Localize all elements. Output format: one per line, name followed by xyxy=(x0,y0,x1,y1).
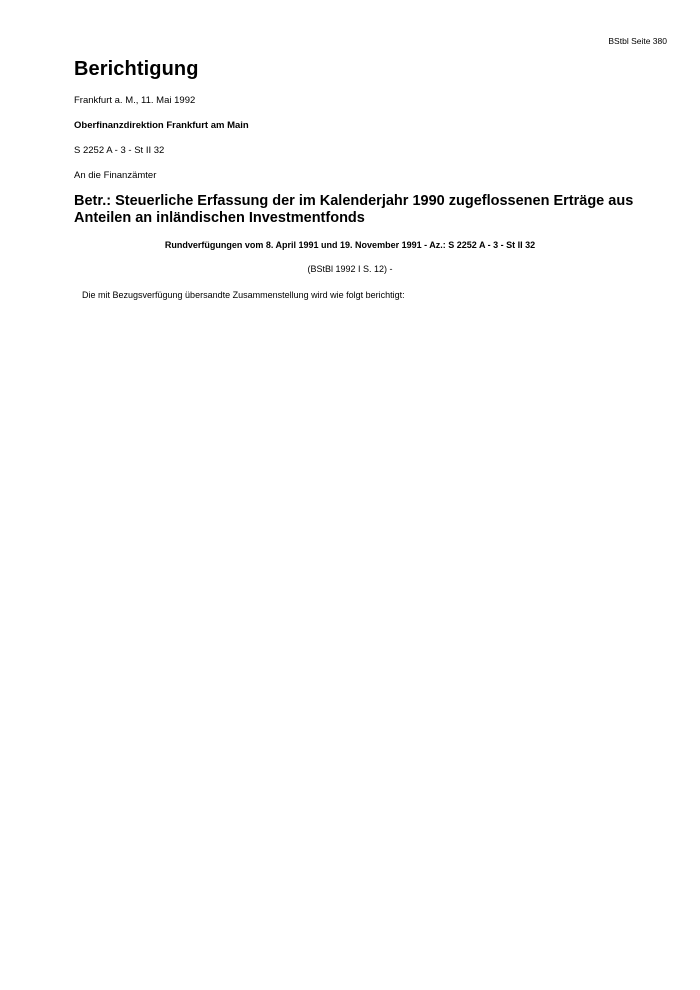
body-paragraph: Die mit Bezugsverfügung übersandte Zusammenstellung wird wie folgt berichtigt: xyxy=(82,290,405,300)
issuing-authority: Oberfinanzdirektion Frankfurt am Main xyxy=(74,120,249,131)
document-title: Berichtigung xyxy=(74,58,199,80)
page-reference: BStbl Seite 380 xyxy=(608,36,667,46)
recipient: An die Finanzämter xyxy=(74,170,157,181)
place-date: Frankfurt a. M., 11. Mai 1992 xyxy=(74,95,196,106)
reference-number: S 2252 A - 3 - St II 32 xyxy=(74,145,165,156)
circulars-reference: Rundverfügungen vom 8. April 1991 und 19. November 1991 - Az.: S 2252 A - 3 - St II 32 xyxy=(164,240,536,250)
source-citation: (BStBl 1992 I S. 12) - xyxy=(307,264,393,274)
subject-heading: Betr.: Steuerliche Erfassung der im Kalenderjahr 1990 zugeflossenen Erträge aus Anteilen an inländischen Investmentfonds xyxy=(74,193,634,226)
